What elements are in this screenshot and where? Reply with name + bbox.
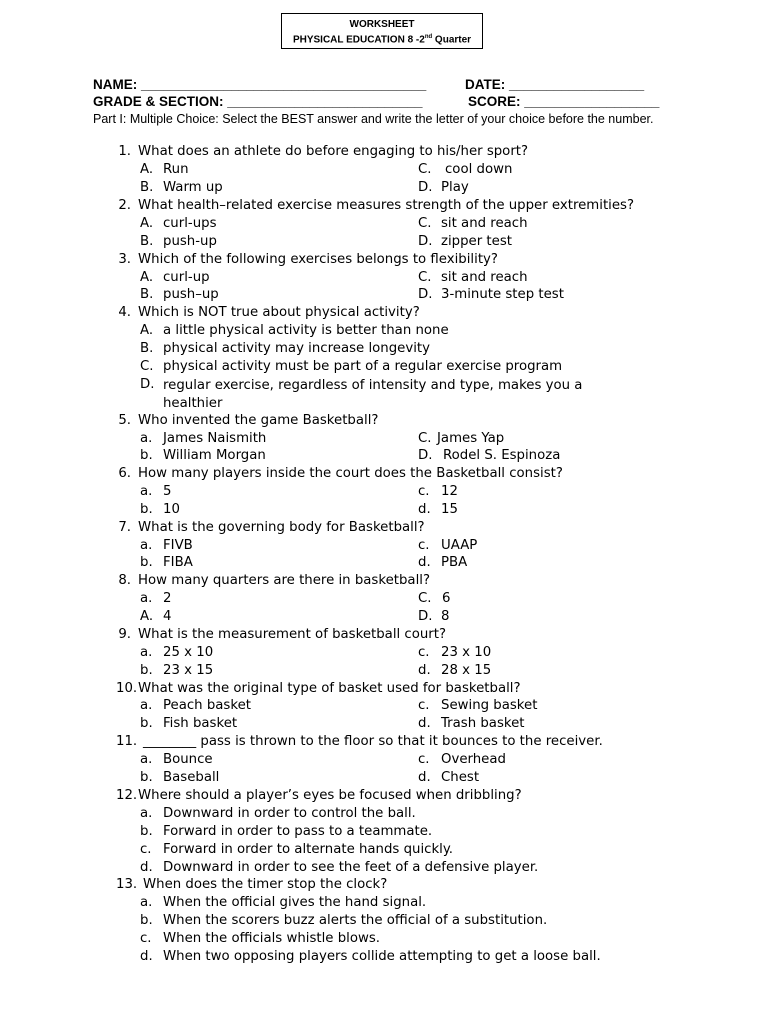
option-text: 28 x 15 bbox=[441, 663, 492, 678]
option-letter: a. bbox=[140, 591, 153, 606]
option-letter: b. bbox=[140, 448, 153, 463]
question-text: Which of the following exercises belongs to flexibility? bbox=[138, 252, 498, 267]
option-text: James Yap bbox=[437, 431, 505, 446]
option-text: Fish basket bbox=[163, 716, 238, 731]
option-letter: B. bbox=[140, 341, 154, 356]
question-number: 13. bbox=[116, 877, 138, 892]
question-number: 8. bbox=[118, 573, 131, 588]
subtitle-main: PHYSICAL EDUCATION 8 -2 bbox=[292, 34, 425, 46]
option-letter: a. bbox=[140, 806, 153, 821]
question-number: 10. bbox=[116, 681, 138, 696]
option-letter: c. bbox=[140, 931, 152, 946]
option-letter: b. bbox=[140, 663, 153, 678]
option-text: push-up bbox=[163, 234, 217, 249]
question-text: When does the timer stop the clock? bbox=[143, 877, 388, 892]
name-field: NAME: ______________________________________ bbox=[93, 77, 427, 92]
question-text: What is the measurement of basketball court? bbox=[138, 627, 447, 642]
option-letter: a. bbox=[140, 752, 153, 767]
question-number: 2. bbox=[118, 198, 131, 213]
option-text: curl-up bbox=[163, 270, 210, 285]
option-letter: b. bbox=[140, 502, 153, 517]
option-text: Downward in order to see the feet of a defensive player. bbox=[163, 860, 539, 875]
option-text: When the officials whistle blows. bbox=[163, 931, 380, 946]
question-number: 9. bbox=[118, 627, 131, 642]
option-letter: B. bbox=[140, 180, 154, 195]
option-text: William Morgan bbox=[163, 448, 266, 463]
option-text: When two opposing players collide attempting to get a loose ball. bbox=[163, 949, 601, 964]
option-text: Baseball bbox=[163, 770, 220, 785]
option-text: regular exercise, regardless of intensity and type, makes you a healthier bbox=[163, 378, 583, 411]
question-number: 4. bbox=[118, 305, 131, 320]
option-letter: A. bbox=[140, 270, 154, 285]
option-letter: C. bbox=[418, 162, 432, 177]
option-letter: d. bbox=[418, 502, 431, 517]
option-letter: a. bbox=[140, 895, 153, 910]
option-text: When the scorers buzz alerts the official of a substitution. bbox=[163, 913, 548, 928]
option-letter: D. bbox=[418, 234, 433, 249]
option-letter: d. bbox=[140, 860, 153, 875]
option-letter: d. bbox=[418, 716, 431, 731]
option-letter: C. bbox=[418, 270, 432, 285]
option-text: 5 bbox=[163, 484, 172, 499]
option-text: Run bbox=[163, 162, 189, 177]
question-text: Who invented the game Basketball? bbox=[138, 413, 379, 428]
date-field: DATE: __________________ bbox=[465, 77, 645, 92]
option-text: Forward in order to alternate hands quickly. bbox=[163, 842, 454, 857]
option-text: 3-minute step test bbox=[441, 287, 564, 302]
option-letter: D. bbox=[418, 180, 433, 195]
option-letter: b. bbox=[140, 555, 153, 570]
score-field: SCORE: __________________ bbox=[468, 94, 660, 109]
option-text: FIBA bbox=[163, 555, 193, 570]
option-text: physical activity may increase longevity bbox=[163, 341, 430, 356]
option-text: When the official gives the hand signal. bbox=[163, 895, 427, 910]
option-text: 8 bbox=[441, 609, 450, 624]
question-number: 6. bbox=[118, 466, 131, 481]
option-text: a little physical activity is better than none bbox=[163, 323, 449, 338]
option-letter: C. bbox=[140, 359, 154, 374]
option-text: Overhead bbox=[441, 752, 506, 767]
option-letter: c. bbox=[418, 645, 430, 660]
subtitle-sup: nd bbox=[424, 34, 433, 40]
option-letter: d. bbox=[418, 770, 431, 785]
question-number: 1. bbox=[118, 144, 131, 159]
option-letter: D. bbox=[418, 448, 433, 463]
question-number: 3. bbox=[118, 252, 131, 267]
option-text: Bounce bbox=[163, 752, 213, 767]
option-letter: a. bbox=[140, 538, 153, 553]
question-text: Where should a player’s eyes be focused when dribbling? bbox=[138, 788, 522, 803]
option-text: 6 bbox=[442, 591, 451, 606]
option-letter: c. bbox=[418, 698, 430, 713]
option-text: Trash basket bbox=[441, 716, 525, 731]
question-text: How many players inside the court does the Basketball consist? bbox=[138, 466, 563, 481]
option-letter: C. bbox=[418, 591, 432, 606]
option-text: push–up bbox=[163, 287, 219, 302]
option-letter: A. bbox=[140, 609, 154, 624]
option-text: Peach basket bbox=[163, 698, 251, 713]
option-text: FIVB bbox=[163, 538, 193, 553]
option-text: cool down bbox=[445, 162, 513, 177]
question-text: ________ pass is thrown to the floor so that it bounces to the receiver. bbox=[143, 734, 603, 749]
option-letter: c. bbox=[418, 538, 430, 553]
worksheet-title-box bbox=[281, 13, 483, 49]
option-text: Sewing basket bbox=[441, 698, 538, 713]
option-text: Chest bbox=[441, 770, 480, 785]
option-text: 12 bbox=[441, 484, 458, 499]
option-letter: D. bbox=[418, 287, 433, 302]
option-text: Downward in order to control the ball. bbox=[163, 806, 416, 821]
option-text: PBA bbox=[441, 555, 468, 570]
option-text: Forward in order to pass to a teammate. bbox=[163, 824, 433, 839]
instructions: Part I: Multiple Choice: Select the BEST answer and write the letter of your choice before the number. bbox=[93, 112, 654, 126]
option-text: UAAP bbox=[441, 538, 478, 553]
question-number: 7. bbox=[118, 520, 131, 535]
option-letter: a. bbox=[140, 645, 153, 660]
option-letter: b. bbox=[140, 716, 153, 731]
option-text: Warm up bbox=[163, 180, 223, 195]
option-letter: A. bbox=[140, 162, 154, 177]
option-letter: d. bbox=[140, 949, 153, 964]
option-letter: B. bbox=[140, 287, 154, 302]
question-text: Which is NOT true about physical activity? bbox=[138, 305, 420, 320]
worksheet-title: WORKSHEET bbox=[349, 19, 415, 30]
option-letter: b. bbox=[140, 770, 153, 785]
option-letter: b. bbox=[140, 913, 153, 928]
question-text: What does an athlete do before engaging to his/her sport? bbox=[138, 144, 529, 159]
worksheet-subtitle bbox=[282, 31, 482, 46]
option-text: 2 bbox=[163, 591, 172, 606]
option-text: curl-ups bbox=[163, 216, 217, 231]
option-text: Rodel S. Espinoza bbox=[443, 448, 561, 463]
option-letter: c. bbox=[418, 752, 430, 767]
option-text: 4 bbox=[163, 609, 172, 624]
option-text: 15 bbox=[441, 502, 458, 517]
option-text: 23 x 15 bbox=[163, 663, 214, 678]
question-text: What was the original type of basket used for basketball? bbox=[138, 681, 521, 696]
option-text: 25 x 10 bbox=[163, 645, 214, 660]
option-letter: c. bbox=[418, 484, 430, 499]
grade-section-field: GRADE & SECTION: __________________________ bbox=[93, 94, 423, 109]
option-text: 23 x 10 bbox=[441, 645, 492, 660]
question-text: How many quarters are there in basketball? bbox=[138, 573, 431, 588]
option-letter: A. bbox=[140, 216, 154, 231]
option-text: Play bbox=[441, 180, 469, 195]
option-text: zipper test bbox=[441, 234, 512, 249]
option-letter: a. bbox=[140, 484, 153, 499]
option-text: 10 bbox=[163, 502, 180, 517]
question-text: What is the governing body for Basketball? bbox=[138, 520, 425, 535]
option-letter: d. bbox=[418, 555, 431, 570]
question-number: 5. bbox=[118, 413, 131, 428]
option-letter: a. bbox=[140, 698, 153, 713]
option-letter: C. bbox=[418, 216, 432, 231]
option-letter: a. bbox=[140, 431, 153, 446]
option-text: physical activity must be part of a regular exercise program bbox=[163, 359, 563, 374]
question-text: What health–related exercise measures strength of the upper extremities? bbox=[138, 198, 635, 213]
subtitle-quarter: Quarter bbox=[432, 34, 472, 46]
option-letter: c. bbox=[140, 842, 152, 857]
option-letter: D. bbox=[140, 377, 155, 392]
question-number: 11. bbox=[116, 734, 138, 749]
question-number: 12. bbox=[116, 788, 138, 803]
option-letter: B. bbox=[140, 234, 154, 249]
option-letter: D. bbox=[418, 609, 433, 624]
option-letter: d. bbox=[418, 663, 431, 678]
option-letter: C. bbox=[418, 431, 432, 446]
option-text: sit and reach bbox=[441, 270, 528, 285]
option-text: sit and reach bbox=[441, 216, 528, 231]
option-text: James Naismith bbox=[163, 431, 267, 446]
option-letter: A. bbox=[140, 323, 154, 338]
option-letter: b. bbox=[140, 824, 153, 839]
